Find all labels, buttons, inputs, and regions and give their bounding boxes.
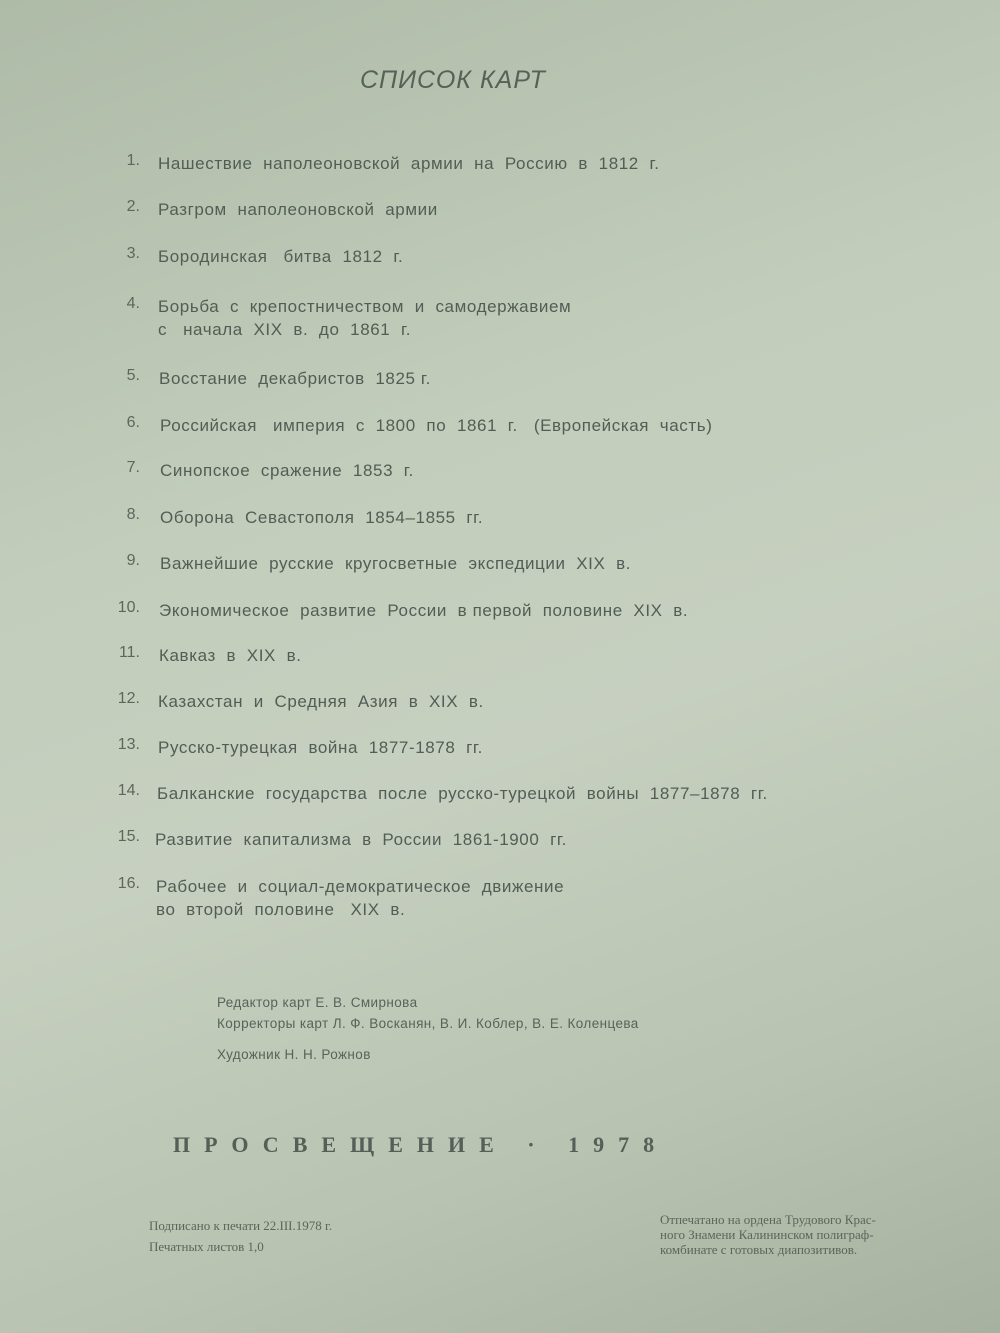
item-title: Развитие капитализма в России 1861-1900 гг. [155, 830, 567, 849]
item-number: 9. [126, 552, 140, 569]
imprint-right [660, 1212, 876, 1257]
item-title: Бородинская битва 1812 г. [158, 247, 404, 266]
item-title: Важнейшие русские кругосветные экспедиции XIX в. [160, 554, 632, 573]
item-number: 14. [117, 782, 140, 799]
imprint-left [149, 1215, 332, 1257]
item-title: Синопское сражение 1853 г. [160, 461, 414, 480]
item-number: 6. [126, 414, 140, 431]
item-number: 7. [126, 459, 140, 476]
item-number: 3. [126, 245, 140, 262]
printer-line-1: Отпечатано на ордена Трудового Крас- [660, 1212, 876, 1227]
item-number: 11. [118, 644, 140, 661]
item-number: 5. [126, 367, 140, 384]
spacer [217, 1034, 639, 1044]
signed-for-print: Подписано к печати 22.III.1978 г. [149, 1218, 333, 1233]
page-title: СПИСОК КАРТ [360, 66, 546, 94]
printer-line-3: комбинате с готовых диапозитивов. [660, 1242, 858, 1257]
item-title: Русско-турецкая война 1877-1878 гг. [158, 738, 483, 757]
item-title: Разгром наполеоновской армии [158, 200, 438, 219]
item-title: Российская империя с 1800 по 1861 г. (Европейская часть) [160, 416, 713, 435]
item-title: Нашествие наполеоновской армии на Россию в 1812 г. [158, 154, 660, 173]
item-number: 4. [126, 295, 140, 312]
item-title: Балканские государства после русско-турецкой войны 1877–1878 гг. [157, 784, 768, 803]
item-number: 15. [117, 828, 140, 845]
artist: Художник Н. Н. Рожнов [217, 1047, 371, 1062]
item-title: Оборона Севастополя 1854–1855 гг. [160, 508, 484, 527]
publisher-line: ПРОСВЕЩЕНИЕ · 1978 [173, 1132, 669, 1157]
credits-block [217, 992, 639, 1065]
printer-line-2: ного Знамени Калининском полиграф- [660, 1227, 874, 1242]
item-title: Экономическое развитие России в первой половине XIX в. [159, 601, 689, 620]
printed-sheets: Печатных листов 1,0 [149, 1239, 264, 1254]
item-number: 1. [126, 152, 140, 169]
item-title: Борьба с крепостничеством и самодержавием с начала XIX в. до 1861 г. [158, 297, 572, 339]
item-number: 8. [126, 506, 140, 523]
map-correctors: Корректоры карт Л. Ф. Восканян, В. И. Коблер, В. Е. Коленцева [217, 1016, 639, 1031]
item-number: 12. [117, 690, 140, 707]
item-number: 16. [117, 875, 140, 892]
item-number: 13. [117, 736, 140, 753]
item-number: 2. [126, 198, 140, 215]
item-title: Рабочее и социал-демократическое движение во второй половине XIX в. [156, 877, 565, 919]
item-number: 10. [117, 599, 140, 616]
map-editor: Редактор карт Е. В. Смирнова [217, 995, 418, 1010]
item-title: Восстание декабристов 1825 г. [159, 369, 431, 388]
item-title: Кавказ в XIX в. [159, 646, 302, 665]
item-title: Казахстан и Средняя Азия в XIX в. [158, 692, 484, 711]
